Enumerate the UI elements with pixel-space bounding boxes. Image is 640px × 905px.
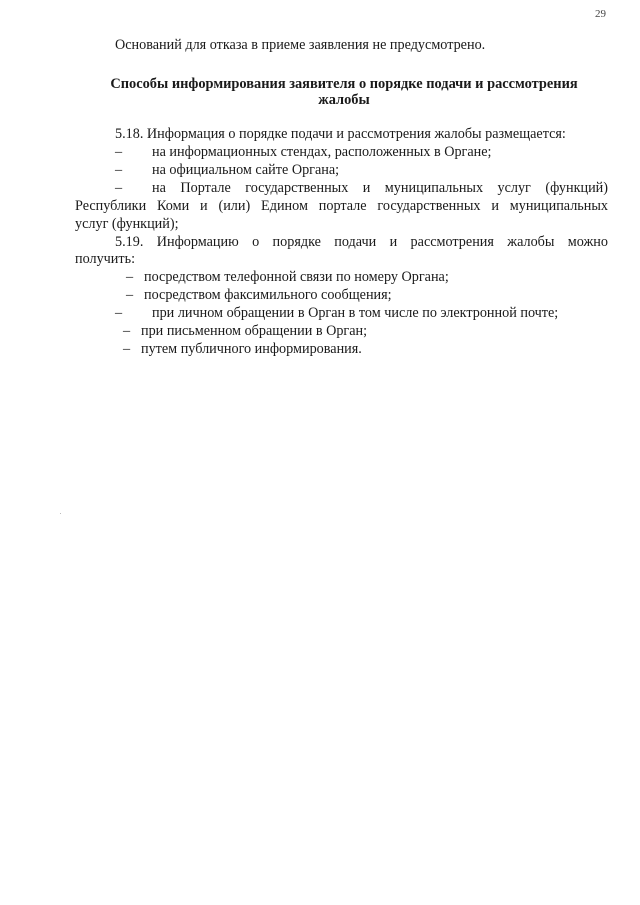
paragraph-5-19-intro-continuation: получить: <box>75 251 136 267</box>
list-item-dash: – <box>123 323 131 339</box>
list-item-text: на Портале государственных и муниципальных услуг (функций) <box>152 180 608 196</box>
list-item-dash: – <box>126 269 134 285</box>
list-item-dash: – <box>115 305 123 321</box>
scan-speck <box>60 513 61 514</box>
intro-line: Оснований для отказа в приеме заявления не предусмотрено. <box>115 37 486 53</box>
list-item-text: на информационных стендах, расположенных в Органе; <box>152 144 492 160</box>
list-item-dash: – <box>115 180 123 196</box>
list-item-text: посредством факсимильного сообщения; <box>144 287 392 303</box>
list-item-dash: – <box>123 341 131 357</box>
paragraph-5-19-intro: 5.19. Информацию о порядке подачи и рассмотрения жалобы можно <box>115 234 608 250</box>
section-heading-line-2: жалобы <box>318 92 370 108</box>
page-number: 29 <box>595 8 606 20</box>
list-item-dash: – <box>115 162 123 178</box>
list-item-text: при письменном обращении в Орган; <box>141 323 368 339</box>
list-item-text: путем публичного информирования. <box>141 341 362 357</box>
list-item-text: посредством телефонной связи по номеру Органа; <box>144 269 449 285</box>
paragraph-5-18-intro: 5.18. Информация о порядке подачи и рассмотрения жалобы размещается: <box>115 126 566 142</box>
section-heading-line-1: Способы информирования заявителя о порядке подачи и рассмотрения <box>110 76 578 92</box>
list-item-continuation: Республики Коми и (или) Едином портале государственных и муниципальных <box>75 198 608 214</box>
list-item-dash: – <box>126 287 134 303</box>
list-item-dash: – <box>115 144 123 160</box>
list-item-text: на официальном сайте Органа; <box>152 162 340 178</box>
list-item-text: при личном обращении в Орган в том числе по электронной почте; <box>152 305 559 321</box>
list-item-continuation: услуг (функций); <box>75 216 179 232</box>
